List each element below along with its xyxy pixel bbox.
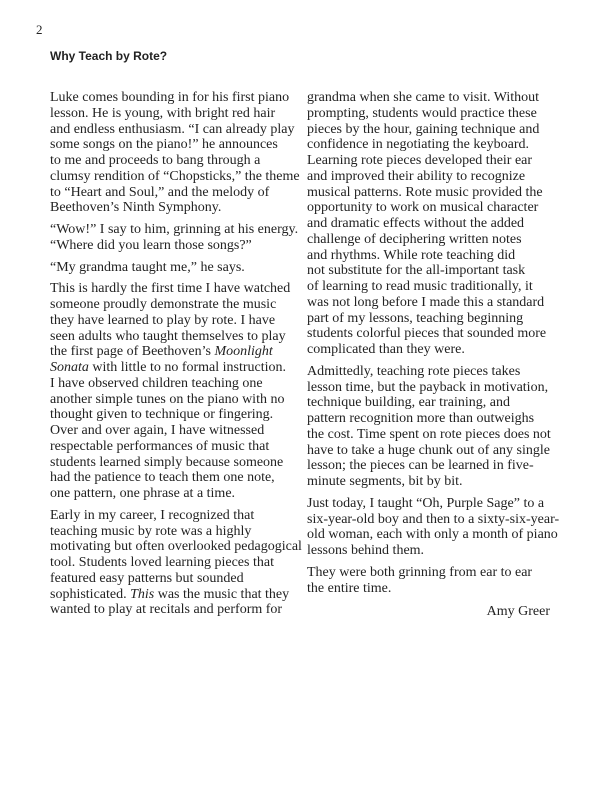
text-line: This is hardly the first time I have watched bbox=[50, 281, 291, 297]
text-line: wanted to play at recitals and perform for bbox=[50, 602, 283, 618]
text-line: Early in my career, I recognized that bbox=[50, 507, 255, 523]
text-line: opportunity to work on musical character bbox=[307, 200, 539, 216]
text-line: Just today, I taught “Oh, Purple Sage” to a bbox=[307, 495, 545, 511]
text-line: six-year-old boy and then to a sixty-six-year- bbox=[307, 511, 560, 527]
article-title: Why Teach by Rote? bbox=[50, 49, 168, 63]
text-line: thought given to technique or fingering. bbox=[50, 407, 274, 423]
text-line: to “Heart and Soul,” and the melody of bbox=[50, 184, 270, 200]
text-line: had the patience to teach them one note, bbox=[50, 470, 275, 486]
text-line: They were both grinning from ear to ear bbox=[307, 564, 533, 580]
page-number: 2 bbox=[36, 22, 43, 37]
text-line: and improved their ability to recognize bbox=[307, 168, 526, 184]
text-line: “Wow!” I say to him, grinning at his energy. bbox=[50, 222, 299, 237]
text-line: someone proudly demonstrate the music bbox=[50, 297, 277, 312]
text-line: prompting, students would practice these bbox=[307, 105, 537, 121]
italic-text: This bbox=[130, 586, 155, 602]
text-line: “Where did you learn those songs?” bbox=[50, 237, 252, 253]
paragraph bbox=[50, 90, 310, 216]
text-line: the entire time. bbox=[307, 580, 392, 596]
italic-text: Moonlight bbox=[214, 344, 273, 360]
text-line: featured easy patterns but sounded bbox=[50, 570, 244, 586]
right-column bbox=[307, 90, 567, 602]
text-line: another simple tunes on the piano with no bbox=[50, 391, 285, 407]
text-line: minute segments, bit by bit. bbox=[307, 474, 463, 489]
paragraph bbox=[307, 496, 567, 559]
text-line: students colorful pieces that sounded more bbox=[307, 326, 547, 342]
text-line: the cost. Time spent on rote pieces does not bbox=[307, 426, 551, 442]
text-line bbox=[50, 360, 310, 376]
text-line: Luke comes bounding in for his first piano bbox=[50, 90, 290, 105]
text-line: “My grandma taught me,” he says. bbox=[50, 259, 245, 275]
text-segment: the first page of Beethoven’s bbox=[50, 344, 215, 360]
paragraph bbox=[307, 364, 567, 490]
text-line: and endless enthusiasm. “I can already play bbox=[50, 121, 295, 137]
text-line: one pattern, one phrase at a time. bbox=[50, 486, 236, 501]
text-line bbox=[50, 344, 310, 360]
text-line: not substitute for the all-important task bbox=[307, 263, 526, 279]
paragraph bbox=[50, 281, 310, 502]
text-segment: sophisticated. bbox=[50, 586, 131, 602]
text-line: pattern recognition more than outweighs bbox=[307, 411, 535, 426]
text-line: Learning rote pieces developed their ear bbox=[307, 153, 533, 168]
text-line: motivating but often overlooked pedagogical bbox=[50, 539, 302, 555]
text-line: Admittedly, teaching rote pieces takes bbox=[307, 363, 521, 379]
text-line: teaching music by rote was a highly bbox=[50, 523, 252, 539]
author-signature: Amy Greer bbox=[486, 604, 550, 619]
text-line: complicated than they were. bbox=[307, 342, 465, 357]
text-line: Beethoven’s Ninth Symphony. bbox=[50, 200, 222, 216]
text-segment: with little to no formal instruction. bbox=[88, 360, 287, 375]
paragraph bbox=[50, 508, 310, 618]
text-line: Over and over again, I have witnessed bbox=[50, 423, 265, 438]
text-line: grandma when she came to visit. Without bbox=[307, 90, 540, 105]
text-line: musical patterns. Rote music provided the bbox=[307, 184, 543, 200]
text-line: old woman, each with only a month of piano bbox=[307, 527, 558, 543]
text-line: was not long before I made this a standard bbox=[307, 294, 545, 310]
text-line: I have observed children teaching one bbox=[50, 375, 263, 391]
paragraph bbox=[50, 260, 310, 276]
text-line bbox=[50, 587, 310, 603]
text-line: lesson time, but the payback in motivation, bbox=[307, 379, 549, 395]
text-line: lessons behind them. bbox=[307, 543, 425, 558]
text-line: respectable performances of music that bbox=[50, 438, 270, 454]
text-line: part of my lessons, teaching beginning bbox=[307, 310, 524, 326]
paragraph bbox=[307, 90, 567, 358]
text-line: and dramatic effects without the added bbox=[307, 216, 525, 231]
left-column bbox=[50, 90, 310, 624]
text-line: of learning to read music traditionally, it bbox=[307, 279, 533, 294]
paragraph bbox=[50, 222, 310, 254]
italic-text: Sonata bbox=[50, 360, 89, 375]
text-segment: was the music that they bbox=[154, 586, 290, 602]
text-line: students learned simply because someone bbox=[50, 454, 284, 470]
text-line: confidence in negotiating the keyboard. bbox=[307, 137, 529, 153]
text-line: lesson; the pieces can be learned in five- bbox=[307, 458, 534, 474]
paragraph bbox=[307, 565, 567, 597]
text-line: clumsy rendition of “Chopsticks,” the theme bbox=[50, 168, 300, 184]
text-line: some songs on the piano!” he announces bbox=[50, 137, 278, 153]
text-line: and rhythms. While rote teaching did bbox=[307, 247, 516, 263]
text-line: seen adults who taught themselves to play bbox=[50, 328, 286, 344]
text-line: tool. Students loved learning pieces that bbox=[50, 555, 274, 570]
text-line: have to take a huge chunk out of any single bbox=[307, 442, 550, 458]
text-line: challenge of deciphering written notes bbox=[307, 231, 522, 247]
text-line: to me and proceeds to bang through a bbox=[50, 153, 261, 168]
text-line: lesson. He is young, with bright red hair bbox=[50, 105, 276, 121]
text-line: technique building, ear training, and bbox=[307, 395, 510, 411]
text-line: they have learned to play by rote. I have bbox=[50, 312, 276, 328]
text-line: pieces by the hour, gaining technique and bbox=[307, 121, 540, 137]
